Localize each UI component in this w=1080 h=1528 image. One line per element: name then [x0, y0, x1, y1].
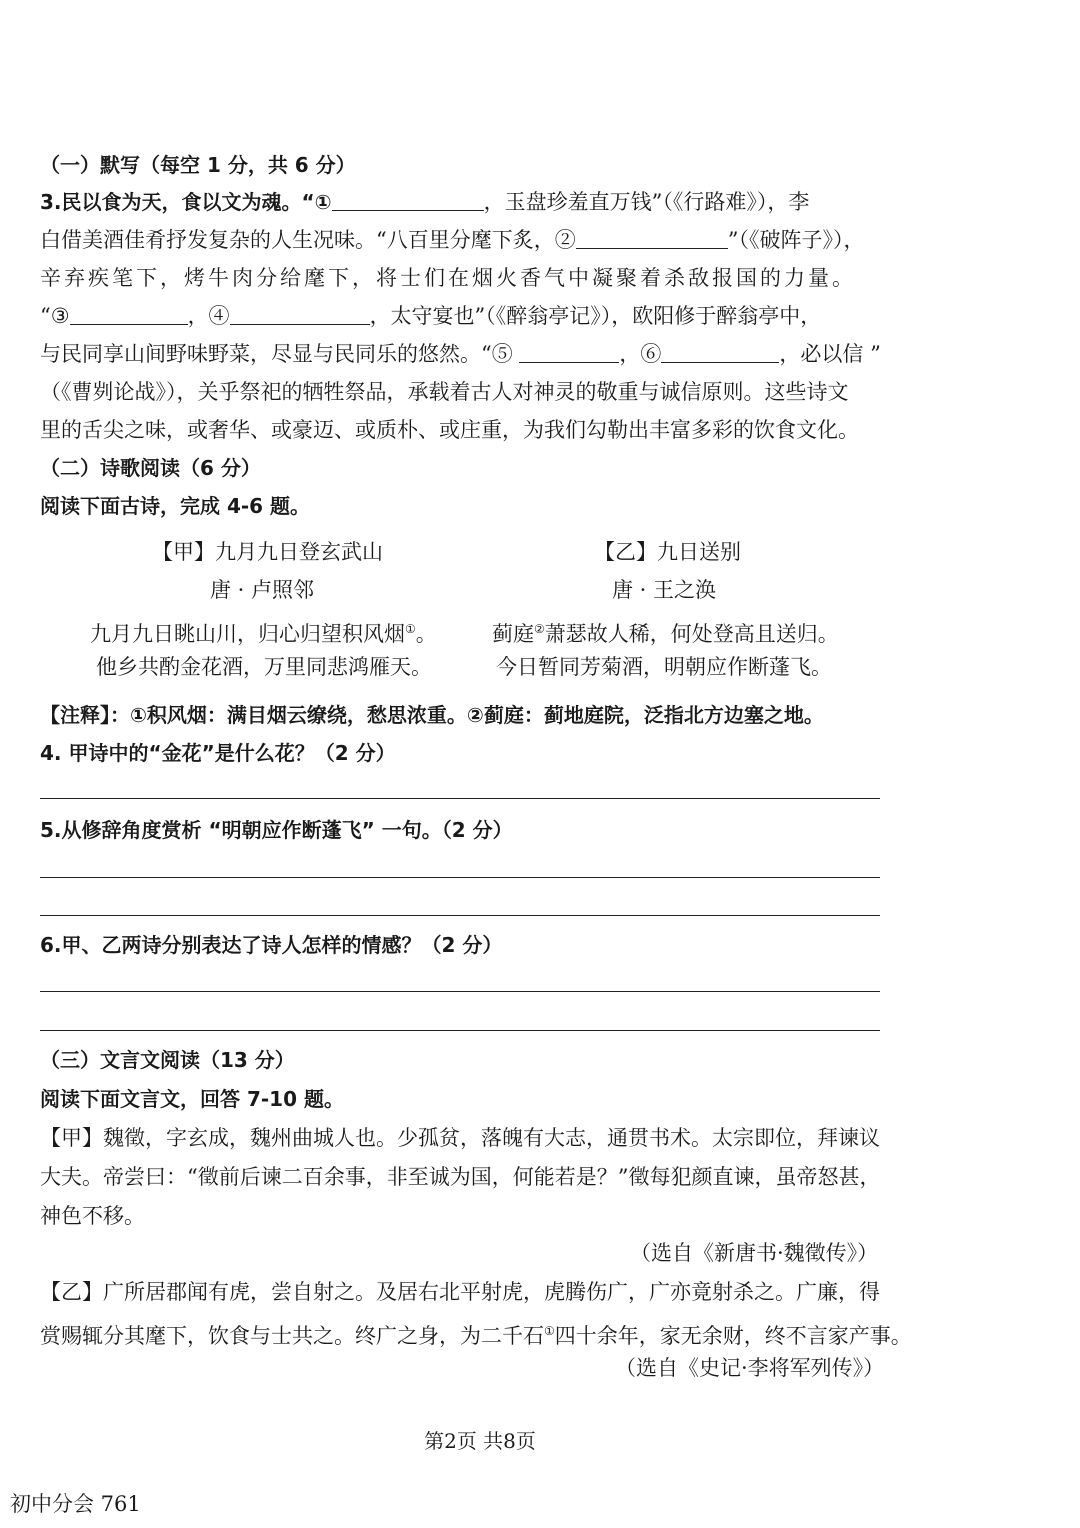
q5-answer-line-1[interactable]	[40, 877, 880, 878]
blank-6[interactable]	[661, 340, 779, 363]
annotations: 【注释】：①积风烟：满目烟云缭绕，愁思浓重。②蓟庭：蓟地庭院，泛指北方边塞之地。	[40, 703, 824, 727]
poem-b-line-1: 蓟庭②萧瑟故人稀，何处登高且送归。	[492, 622, 839, 646]
q4-answer-line[interactable]	[40, 798, 880, 799]
blank-3[interactable]	[70, 302, 188, 325]
poem-b-line-2: 今日暂同芳菊酒，明朝应作断蓬飞。	[496, 655, 832, 679]
q3-line-2: 白借美酒佳肴抒发复杂的人生况味。“八百里分麾下炙，② ”（《破阵子》），	[40, 228, 865, 252]
q6-answer-line-1[interactable]	[40, 991, 880, 992]
q3-line-4: “③ ，④ ，太守宴也”（《醉翁亭记》），欧阳修于醉翁亭中，	[40, 304, 822, 328]
section3-intro: 阅读下面文言文，回答 7-10 题。	[40, 1087, 344, 1111]
poem-a-author: 唐 · 卢照邻	[210, 578, 315, 602]
section2-intro: 阅读下面古诗，完成 4-6 题。	[40, 494, 311, 518]
question-6: 6.甲、乙两诗分别表达了诗人怎样的情感？（2 分）	[40, 933, 503, 957]
q3-line-5: 与民同享山间野味野菜，尽显与民同乐的悠然。“⑤ ，⑥ ，必以信 ”	[40, 342, 881, 366]
q3-line-6: （《曹刿论战》），关乎祭祀的牺牲祭品，承载着古人对神灵的敬重与诚信原则。这些诗文	[40, 380, 849, 404]
poem-b-title: 【乙】九日送别	[594, 540, 741, 564]
page-footer: 第2页 共8页	[424, 1429, 536, 1453]
section2-heading: （二）诗歌阅读（6 分）	[40, 456, 261, 480]
blank-5[interactable]	[519, 340, 619, 363]
passage-jia-line-3: 神色不移。	[40, 1204, 145, 1228]
section3-heading: （三）文言文阅读（13 分）	[40, 1048, 295, 1072]
blank-2[interactable]	[576, 226, 728, 249]
question-5: 5.从修辞角度赏析 “明朝应作断蓬飞” 一句。（2 分）	[40, 818, 513, 842]
passage-jia-line-2: 大夫。帝尝曰：“徵前后谏二百余事，非至诚为国，何能若是？”徵每犯颜直谏，虽帝怒甚，	[40, 1165, 881, 1189]
passage-yi-line-1: 【乙】广所居郡闻有虎，尝自射之。及居右北平射虎，虎腾伤广，广亦竟射杀之。广廉，得	[40, 1280, 880, 1304]
poem-b-author: 唐 · 王之涣	[612, 578, 717, 602]
question-4: 4. 甲诗中的“金花”是什么花？（2 分）	[40, 741, 396, 765]
q6-answer-line-2[interactable]	[40, 1030, 880, 1031]
poem-a-line-2: 他乡共酌金花酒，万里同悲鸿雁天。	[96, 655, 432, 679]
poem-a-line-1: 九月九日眺山川，归心归望积风烟①。	[90, 622, 437, 646]
watermark-text: 初中分会 761	[10, 1492, 141, 1516]
blank-1[interactable]	[332, 188, 484, 211]
poem-a-title: 【甲】九月九日登玄武山	[152, 540, 383, 564]
q3-line-7: 里的舌尖之味，或奢华、或豪迈、或质朴、或庄重，为我们勾勒出丰富多彩的饮食文化。	[40, 418, 859, 442]
passage-yi-line-2: 赏赐辄分其麾下，饮食与士共之。终广之身，为二千石①四十余年，家无余财，终不言家产事。	[40, 1324, 912, 1348]
passage-jia-source: （选自《新唐书·魏徵传》）	[630, 1241, 879, 1265]
passage-jia-line-1: 【甲】魏徵，字玄成，魏州曲城人也。少孤贫，落魄有大志，通贯书术。太宗即位，拜谏议	[40, 1126, 880, 1150]
blank-4[interactable]	[230, 302, 370, 325]
section1-heading: （一）默写（每空 1 分，共 6 分）	[40, 153, 356, 177]
q3-line-3: 辛弃疾笔下，烤牛肉分给麾下，将士们在烟火香气中凝聚着杀敌报国的力量。	[40, 266, 856, 290]
passage-yi-source: （选自《史记·李将军列传》）	[615, 1356, 885, 1380]
q5-answer-line-2[interactable]	[40, 915, 880, 916]
q3-line-1: 3.民以食为天，食以文为魂。“① ，玉盘珍羞直万钱”（《行路难》），李	[40, 190, 810, 214]
